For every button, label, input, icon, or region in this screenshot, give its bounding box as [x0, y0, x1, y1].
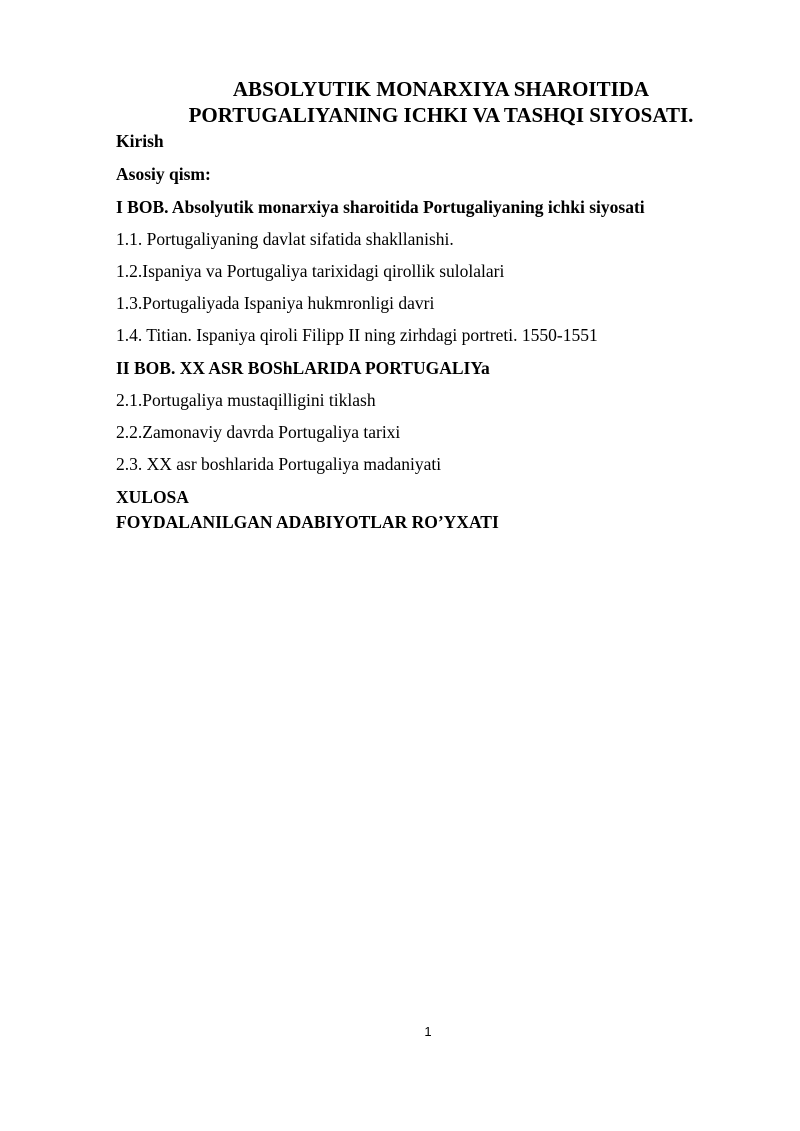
toc-item-kirish: Kirish — [116, 131, 164, 151]
toc-section-1-4: 1.4. Titian. Ispaniya qiroli Filipp II ning zirhdagi portreti. 1550-1551 — [116, 325, 598, 345]
toc-chapter-2: II BOB. XX ASR BOShLARIDA PORTUGALIYa — [116, 358, 490, 378]
toc-section-2-3: 2.3. XX asr boshlarida Portugaliya madaniyati — [116, 454, 442, 474]
toc-item-references: FOYDALANILGAN ADABIYOTLAR RO’YXATI — [116, 512, 499, 532]
toc-section-1-3: 1.3.Portugaliyada Ispaniya hukmronligi davri — [116, 293, 435, 313]
toc-item-xulosa: XULOSA — [116, 487, 189, 507]
toc-section-2-1: 2.1.Portugaliya mustaqilligini tiklash — [116, 390, 376, 410]
page-number: 1 — [424, 1024, 432, 1039]
toc-section-2-2: 2.2.Zamonaviy davrda Portugaliya tarixi — [116, 422, 401, 442]
toc-item-asosiy-qism: Asosiy qism: — [116, 164, 211, 184]
document-title-line-2: PORTUGALIYANING ICHKI VA TASHQI SIYOSATI. — [188, 103, 694, 127]
document-title-line-1: ABSOLYUTIK MONARXIYA SHAROITIDA — [232, 77, 650, 101]
toc-section-1-2: 1.2.Ispaniya va Portugaliya tarixidagi qirollik sulolalari — [116, 261, 505, 281]
toc-section-1-1: 1.1. Portugaliyaning davlat sifatida shakllanishi. — [116, 229, 454, 249]
toc-chapter-1: I BOB. Absolyutik monarxiya sharoitida Portugaliyaning ichki siyosati — [116, 197, 645, 217]
